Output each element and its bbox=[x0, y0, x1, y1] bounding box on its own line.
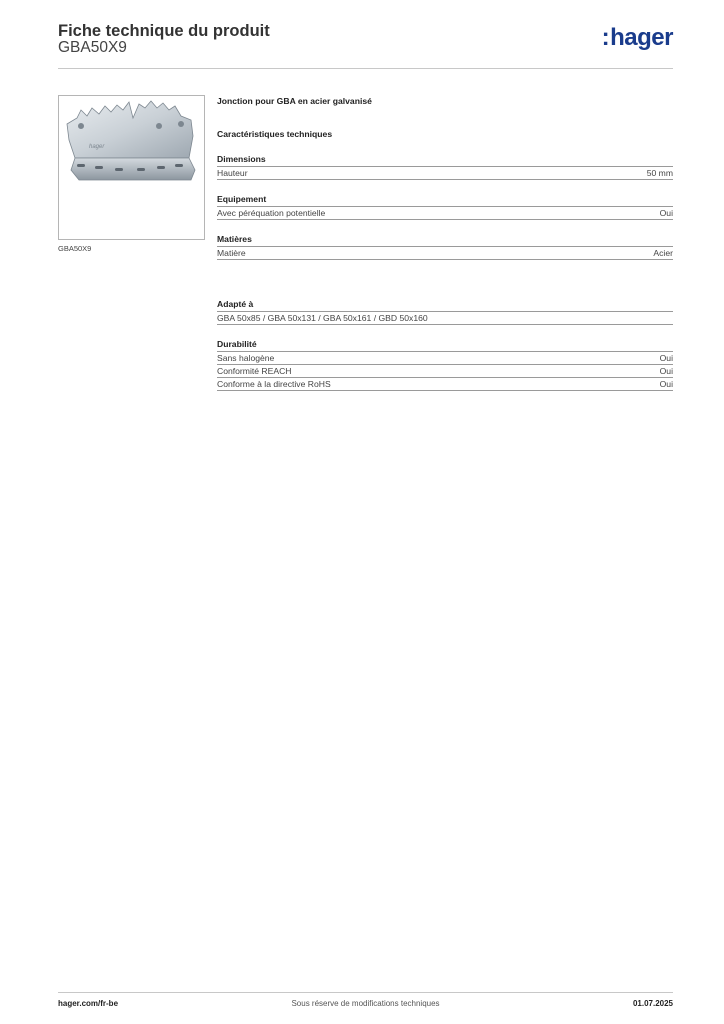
product-name: Jonction pour GBA en acier galvanisé bbox=[217, 96, 372, 106]
spec-value: Oui bbox=[659, 353, 673, 363]
compatible-products: GBA 50x85 / GBA 50x131 / GBA 50x161 / GBD 50x160 bbox=[217, 313, 428, 323]
spec-row bbox=[217, 247, 673, 260]
page-header bbox=[58, 20, 673, 69]
photo-stamp: hager bbox=[89, 144, 105, 150]
spacer bbox=[217, 260, 673, 299]
spec-row bbox=[217, 312, 673, 325]
metal-bracket-image bbox=[59, 96, 204, 239]
section-equipement bbox=[217, 194, 673, 220]
spec-value: Oui bbox=[659, 208, 673, 218]
section-dimensions bbox=[217, 154, 673, 180]
section-title: Durabilité bbox=[217, 339, 673, 352]
section-title: Adapté à bbox=[217, 299, 673, 312]
spec-row bbox=[217, 352, 673, 365]
product-code: GBA50X9 bbox=[58, 39, 127, 56]
spec-value: Oui bbox=[659, 379, 673, 389]
section-durabilite bbox=[217, 339, 673, 391]
spec-row bbox=[217, 378, 673, 391]
spec-label: Hauteur bbox=[217, 168, 248, 178]
product-photo bbox=[58, 95, 205, 240]
spec-value: 50 mm bbox=[646, 168, 673, 178]
page-footer bbox=[58, 992, 673, 1013]
footer-date: 01.07.2025 bbox=[632, 999, 673, 1008]
photo-caption: GBA50X9 bbox=[58, 244, 92, 253]
spec-row bbox=[217, 207, 673, 220]
spec-row bbox=[217, 365, 673, 378]
section-adapte bbox=[217, 299, 673, 325]
spec-label: Conforme à la directive RoHS bbox=[217, 379, 331, 389]
section-matieres bbox=[217, 234, 673, 260]
section-title: Dimensions bbox=[217, 154, 673, 167]
spec-panel bbox=[217, 96, 673, 391]
document-title: Fiche technique du produit bbox=[58, 22, 270, 40]
spec-value: Oui bbox=[659, 366, 673, 376]
spec-value: Acier bbox=[653, 248, 673, 258]
characteristics-heading: Caractéristiques techniques bbox=[217, 129, 333, 139]
spec-label: Sans halogène bbox=[217, 353, 275, 363]
logo-text: hager bbox=[610, 24, 673, 51]
spec-label: Conformité REACH bbox=[217, 366, 292, 376]
spec-row bbox=[217, 167, 673, 180]
spec-label: Avec péréquation potentielle bbox=[217, 208, 326, 218]
footer-note: Sous réserve de modifications techniques bbox=[291, 999, 440, 1008]
hager-logo: :hager bbox=[601, 24, 673, 51]
section-title: Equipement bbox=[217, 194, 673, 207]
spec-label: Matière bbox=[217, 248, 246, 258]
footer-link[interactable]: hager.com/fr-be bbox=[58, 999, 119, 1008]
section-title: Matières bbox=[217, 234, 673, 247]
